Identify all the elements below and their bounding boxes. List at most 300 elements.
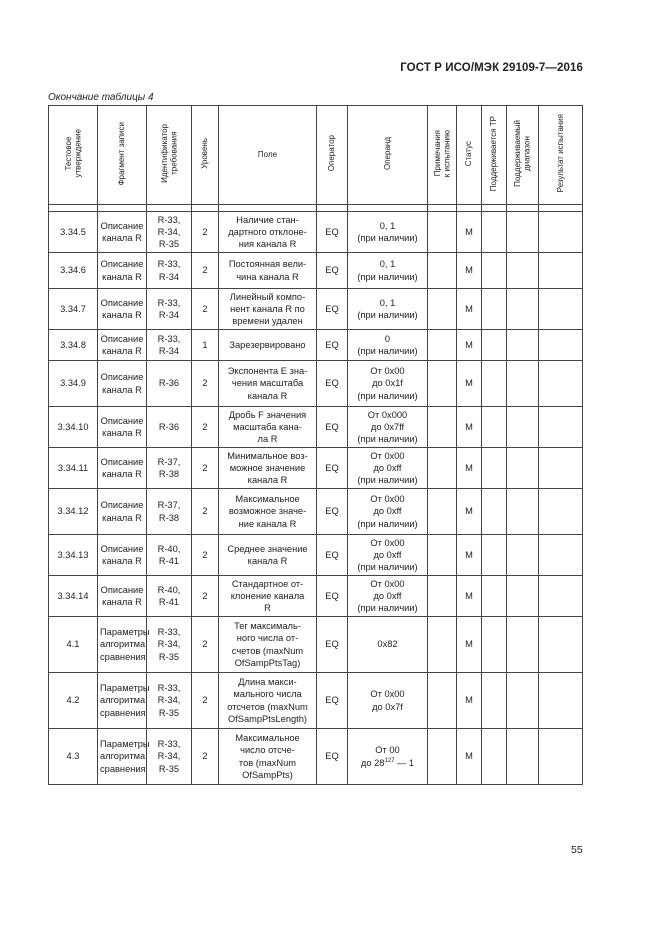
cell-test-notes bbox=[428, 448, 457, 489]
cell-requirement-id-line: R-38 bbox=[158, 469, 180, 479]
cell-requirement-id-line: R-37, bbox=[157, 456, 181, 467]
cell-operand-line: От 0x00 bbox=[370, 450, 405, 461]
cell-supported-tp bbox=[482, 448, 507, 489]
cell-level-line: 2 bbox=[202, 590, 208, 601]
cell-supported-range bbox=[507, 407, 539, 448]
cell-test-statement-line: 3.34.7 bbox=[60, 303, 86, 314]
cell-status bbox=[457, 448, 482, 489]
cell-operator-line: EQ bbox=[325, 421, 339, 432]
cell-test-result bbox=[539, 489, 583, 535]
cell-requirement-id-line: R-34, bbox=[157, 751, 181, 762]
cell-record-fragment bbox=[98, 729, 150, 785]
cell-field bbox=[219, 330, 317, 361]
cell-record-fragment-line: канала R bbox=[102, 271, 142, 282]
cell-operator-line: EQ bbox=[325, 751, 339, 762]
cell-field bbox=[219, 617, 317, 673]
cell-operator bbox=[317, 448, 348, 489]
cell-requirement-id-line: R-35 bbox=[158, 651, 180, 662]
cell-field-line: можное значение bbox=[229, 462, 306, 473]
col-header-test-statement bbox=[49, 106, 98, 205]
cell-test-notes bbox=[428, 330, 457, 361]
col-header-label: Поддерживаемый диапазон bbox=[513, 119, 532, 187]
cell-level bbox=[192, 489, 219, 535]
cell-test-result bbox=[539, 617, 583, 673]
cell-operand-line: 0, 1 bbox=[379, 297, 396, 308]
cell-requirement-id-line: R-36 bbox=[158, 421, 180, 432]
cell-status bbox=[457, 212, 482, 253]
cell-status-line: M bbox=[465, 339, 473, 350]
cell-test-notes bbox=[428, 617, 457, 673]
cell-operand bbox=[348, 253, 428, 289]
cell-record-fragment-line: канала R bbox=[102, 384, 142, 395]
operand-base: до 28 bbox=[360, 757, 385, 768]
cell-operator-line: EQ bbox=[325, 378, 339, 389]
cell-record-fragment bbox=[98, 253, 147, 289]
cell-field-line: времени удален bbox=[232, 316, 303, 327]
cell-record-fragment-line: Описание bbox=[100, 456, 144, 467]
cell-requirement-id-line: R-33, bbox=[157, 627, 181, 638]
cell-record-fragment bbox=[98, 407, 147, 448]
cell-test-notes bbox=[428, 729, 457, 785]
cell-supported-range bbox=[507, 535, 539, 576]
requirements-table bbox=[48, 105, 583, 785]
cell-field-line: Минимальное воз- bbox=[227, 450, 308, 461]
cell-test-statement-line: 4.1 bbox=[66, 639, 80, 650]
cell-test-statement bbox=[49, 289, 98, 330]
cell-status-line: M bbox=[465, 265, 473, 276]
cell-field-line: ние канала R bbox=[238, 518, 297, 529]
cell-record-fragment-line: Описание bbox=[100, 372, 144, 383]
cell-record-fragment-line: сравнения bbox=[100, 763, 146, 774]
cell-test-notes bbox=[428, 407, 457, 448]
col-header-operator bbox=[317, 106, 348, 205]
cell-requirement-id-line: R-34 bbox=[158, 271, 180, 282]
cell-field-line: Зарезервировано bbox=[229, 339, 306, 350]
table-row bbox=[49, 361, 583, 407]
cell-field-line: Дробь F значения bbox=[228, 409, 307, 420]
cell-field-line: мального числа bbox=[233, 689, 302, 700]
cell-record-fragment-line: Параметры bbox=[100, 627, 150, 638]
cell-record-fragment bbox=[98, 617, 150, 673]
cell-supported-range bbox=[507, 289, 539, 330]
col-header-level bbox=[192, 106, 219, 205]
cell-operator bbox=[317, 212, 348, 253]
cell-operator bbox=[317, 673, 348, 729]
cell-operand-line: От 0x000 bbox=[367, 409, 408, 420]
cell-record-fragment-line: канала R bbox=[102, 346, 142, 356]
cell-supported-tp bbox=[482, 617, 507, 673]
cell-field-line: ния канала R bbox=[238, 239, 297, 250]
cell-level bbox=[192, 535, 219, 576]
col-header-label: Поле bbox=[257, 150, 278, 160]
table-row bbox=[49, 673, 583, 729]
cell-record-fragment-line: сравнения bbox=[100, 707, 146, 718]
cell-test-statement-line: 4.2 bbox=[66, 695, 80, 706]
cell-supported-range bbox=[507, 361, 539, 407]
cell-record-fragment-line: Описание bbox=[100, 333, 144, 344]
cell-operator-line: EQ bbox=[325, 226, 339, 237]
cell-level-line: 2 bbox=[202, 639, 208, 650]
cell-operator bbox=[317, 535, 348, 576]
operand-tail: — 1 bbox=[394, 757, 415, 768]
col-header-test-result bbox=[539, 106, 583, 205]
cell-field-line: дартного отклоне- bbox=[228, 226, 307, 237]
cell-record-fragment-line: Описание bbox=[100, 297, 144, 308]
cell-field bbox=[219, 576, 317, 617]
cell-status bbox=[457, 489, 482, 535]
cell-field-line: OfSampPtsLength) bbox=[227, 713, 308, 724]
col-header-label: Результат испытания bbox=[555, 114, 565, 193]
cell-requirement-id bbox=[147, 448, 192, 489]
cell-supported-range bbox=[507, 253, 539, 289]
cell-status-line: M bbox=[465, 695, 473, 706]
cell-status bbox=[457, 407, 482, 448]
cell-field-line: Максимальное bbox=[235, 494, 300, 505]
cell-record-fragment-line: канала R bbox=[102, 310, 142, 320]
cell-record-fragment-line: канала R bbox=[102, 233, 142, 243]
cell-requirement-id bbox=[147, 535, 192, 576]
cell-level-line: 2 bbox=[202, 549, 208, 560]
cell-test-statement bbox=[49, 212, 98, 253]
cell-requirement-id-line: R-37, bbox=[157, 500, 181, 511]
cell-test-statement-line: 3.34.14 bbox=[57, 590, 89, 601]
cell-operator-line: EQ bbox=[325, 549, 339, 560]
cell-field-line: Тег максималь- bbox=[234, 621, 301, 632]
cell-test-result bbox=[539, 330, 583, 361]
cell-operand-line: (при наличии) bbox=[357, 346, 418, 356]
cell-requirement-id-line: R-40, bbox=[157, 543, 181, 554]
cell-field-line: канала R bbox=[247, 475, 288, 486]
cell-operand bbox=[348, 407, 428, 448]
cell-field-line: Наличие стан- bbox=[236, 214, 299, 225]
cell-level-line: 2 bbox=[202, 226, 208, 237]
table-header bbox=[49, 106, 583, 205]
cell-record-fragment-line: Описание bbox=[100, 415, 144, 426]
cell-field-line: счетов (maxNum bbox=[231, 645, 304, 656]
cell-test-notes bbox=[428, 535, 457, 576]
col-header-record-fragment bbox=[98, 106, 147, 205]
cell-field-line: число отсче- bbox=[240, 745, 295, 756]
cell-status bbox=[457, 617, 482, 673]
cell-level-line: 2 bbox=[202, 751, 208, 762]
cell-operand-line: до 0x7ff bbox=[370, 421, 405, 432]
cell-supported-range bbox=[507, 489, 539, 535]
cell-requirement-id-line: R-33, bbox=[157, 259, 181, 270]
cell-status bbox=[457, 330, 482, 361]
cell-level bbox=[192, 448, 219, 489]
col-header-test-notes bbox=[428, 106, 457, 205]
cell-test-result bbox=[539, 448, 583, 489]
cell-field-line: Стандартное от- bbox=[231, 578, 304, 589]
cell-operator bbox=[317, 289, 348, 330]
cell-level bbox=[192, 361, 219, 407]
col-header-label: Операнд bbox=[382, 136, 392, 170]
cell-level-line: 2 bbox=[202, 378, 208, 389]
cell-operator-line: EQ bbox=[325, 695, 339, 706]
cell-test-statement bbox=[49, 729, 98, 785]
cell-field-line: ла R bbox=[257, 434, 278, 445]
cell-field-line: OfSampPtsTag) bbox=[234, 657, 301, 668]
cell-operator bbox=[317, 330, 348, 361]
cell-level bbox=[192, 289, 219, 330]
cell-requirement-id bbox=[147, 407, 192, 448]
cell-operand-line: до 0xff bbox=[373, 506, 402, 517]
cell-operand-line: до 0xff bbox=[373, 549, 402, 560]
cell-requirement-id bbox=[147, 729, 192, 785]
cell-field-line: чина канала R bbox=[236, 271, 299, 282]
cell-operand-line: От 0x00 bbox=[370, 494, 405, 505]
col-header-field bbox=[219, 106, 317, 205]
cell-record-fragment bbox=[98, 361, 147, 407]
table-row bbox=[49, 407, 583, 448]
cell-level bbox=[192, 673, 219, 729]
cell-record-fragment bbox=[98, 330, 147, 361]
cell-field-line: Линейный компо- bbox=[229, 291, 306, 302]
cell-test-notes bbox=[428, 489, 457, 535]
cell-supported-tp bbox=[482, 330, 507, 361]
table-row bbox=[49, 253, 583, 289]
cell-level bbox=[192, 617, 219, 673]
cell-requirement-id-line: R-35 bbox=[158, 763, 180, 774]
cell-field-line: канала R bbox=[247, 556, 288, 566]
cell-record-fragment-line: Параметры bbox=[100, 683, 150, 694]
cell-operand bbox=[348, 289, 428, 330]
cell-record-fragment-line: алгоритма bbox=[100, 751, 146, 762]
cell-field-line: Постоянная вели- bbox=[228, 259, 307, 270]
cell-operator bbox=[317, 617, 348, 673]
cell-status-line: M bbox=[465, 378, 473, 389]
cell-supported-tp bbox=[482, 535, 507, 576]
cell-supported-tp bbox=[482, 289, 507, 330]
cell-test-statement-line: 3.34.10 bbox=[57, 421, 89, 432]
col-header-label: Оператор bbox=[327, 135, 337, 172]
cell-level bbox=[192, 729, 219, 785]
cell-field-line: канала R bbox=[247, 390, 288, 401]
document-code: ГОСТ Р ИСО/МЭК 29109-7—2016 bbox=[400, 62, 583, 74]
cell-supported-range bbox=[507, 617, 539, 673]
cell-operand-line: (при наличии) bbox=[357, 310, 418, 320]
cell-supported-range bbox=[507, 576, 539, 617]
cell-test-statement-line: 3.34.8 bbox=[60, 339, 86, 350]
cell-test-statement-line: 3.34.6 bbox=[60, 265, 86, 276]
cell-requirement-id-line: R-33, bbox=[157, 214, 181, 225]
cell-operator bbox=[317, 489, 348, 535]
cell-field-line: клонение канала bbox=[230, 590, 305, 601]
cell-record-fragment bbox=[98, 535, 147, 576]
cell-operator bbox=[317, 407, 348, 448]
col-header-label: Поддерживается ТР bbox=[489, 115, 499, 192]
cell-status bbox=[457, 253, 482, 289]
cell-level-line: 1 bbox=[202, 339, 208, 350]
table-row bbox=[49, 330, 583, 361]
cell-supported-range bbox=[507, 448, 539, 489]
cell-operand-line: до 0x7f bbox=[372, 701, 403, 712]
cell-field-line: чения масштаба bbox=[231, 378, 304, 389]
cell-requirement-id-line: R-33, bbox=[157, 333, 181, 344]
cell-operand-line bbox=[350, 757, 425, 769]
cell-requirement-id-line: R-40, bbox=[157, 584, 181, 595]
cell-field bbox=[219, 212, 317, 253]
col-header-label: Уровень bbox=[200, 137, 210, 169]
cell-operand bbox=[348, 729, 428, 785]
cell-status-line: M bbox=[465, 303, 473, 314]
cell-operand bbox=[348, 617, 428, 673]
cell-field bbox=[219, 253, 317, 289]
cell-test-statement bbox=[49, 673, 98, 729]
table-row bbox=[49, 289, 583, 330]
cell-field-line: отсчетов (maxNum bbox=[227, 701, 308, 712]
cell-record-fragment-line: Параметры bbox=[100, 739, 150, 750]
cell-requirement-id bbox=[147, 330, 192, 361]
cell-operand bbox=[348, 330, 428, 361]
cell-test-statement bbox=[49, 448, 98, 489]
cell-field-line: Экспонента E зна- bbox=[227, 366, 308, 377]
cell-test-result bbox=[539, 407, 583, 448]
cell-operator bbox=[317, 576, 348, 617]
cell-requirement-id-line: R-38 bbox=[158, 512, 180, 523]
cell-test-result bbox=[539, 212, 583, 253]
table-body bbox=[49, 205, 583, 785]
cell-field-line: Среднее значение bbox=[227, 543, 308, 554]
cell-status bbox=[457, 576, 482, 617]
cell-field-line: тов (maxNum bbox=[238, 757, 297, 768]
cell-requirement-id bbox=[147, 673, 192, 729]
cell-operand-line: 0x82 bbox=[377, 639, 398, 650]
cell-status-line: M bbox=[465, 639, 473, 650]
cell-test-statement-line: 4.3 bbox=[66, 751, 80, 762]
cell-status-line: M bbox=[465, 421, 473, 432]
cell-requirement-id-line: R-34, bbox=[157, 695, 181, 706]
cell-supported-tp bbox=[482, 253, 507, 289]
cell-operand-line: до 0xff bbox=[373, 590, 402, 601]
table-row bbox=[49, 576, 583, 617]
cell-test-result bbox=[539, 673, 583, 729]
cell-record-fragment bbox=[98, 289, 147, 330]
cell-record-fragment-line: Описание bbox=[100, 500, 144, 511]
cell-requirement-id-line: R-33, bbox=[157, 683, 181, 694]
cell-field-line: нент канала R по bbox=[230, 303, 305, 314]
cell-supported-tp bbox=[482, 673, 507, 729]
cell-operand-line: (при наличии) bbox=[357, 434, 418, 445]
cell-level-line: 2 bbox=[202, 462, 208, 473]
col-header-supported-tp bbox=[482, 106, 507, 205]
cell-requirement-id bbox=[147, 576, 192, 617]
cell-operand-line: (при наличии) bbox=[357, 518, 418, 529]
cell-status bbox=[457, 673, 482, 729]
cell-operand bbox=[348, 448, 428, 489]
cell-supported-tp bbox=[482, 212, 507, 253]
table-row bbox=[49, 489, 583, 535]
cell-supported-range bbox=[507, 212, 539, 253]
cell-record-fragment-line: сравнения bbox=[100, 651, 146, 662]
cell-test-statement bbox=[49, 535, 98, 576]
cell-field-line: масштаба кана- bbox=[233, 421, 302, 432]
cell-record-fragment-line: Описание bbox=[100, 543, 144, 554]
cell-requirement-id bbox=[147, 253, 192, 289]
cell-record-fragment-line: Описание bbox=[100, 584, 144, 595]
cell-supported-tp bbox=[482, 729, 507, 785]
col-header-operand bbox=[348, 106, 428, 205]
cell-record-fragment-line: канала R bbox=[102, 428, 142, 438]
cell-status-line: M bbox=[465, 226, 473, 237]
cell-requirement-id-line: R-41 bbox=[158, 556, 180, 566]
cell-operand-line: (при наличии) bbox=[357, 390, 418, 401]
cell-operand-line: (при наличии) bbox=[357, 233, 418, 243]
cell-operand-line: От 0x00 bbox=[370, 537, 405, 548]
cell-operator-line: EQ bbox=[325, 462, 339, 473]
cell-record-fragment-line: алгоритма bbox=[100, 695, 146, 706]
cell-operand-line: (при наличии) bbox=[357, 562, 418, 573]
cell-supported-tp bbox=[482, 489, 507, 535]
cell-requirement-id bbox=[147, 212, 192, 253]
cell-level-line: 2 bbox=[202, 303, 208, 314]
cell-operand bbox=[348, 361, 428, 407]
cell-record-fragment-line: алгоритма bbox=[100, 639, 146, 650]
cell-test-notes bbox=[428, 576, 457, 617]
cell-operand-line: до 0xff bbox=[373, 462, 402, 473]
cell-operand bbox=[348, 673, 428, 729]
cell-status-line: M bbox=[465, 462, 473, 473]
cell-requirement-id-line: R-34 bbox=[158, 310, 180, 320]
cell-test-statement bbox=[49, 576, 98, 617]
cell-level bbox=[192, 576, 219, 617]
cell-operator-line: EQ bbox=[325, 639, 339, 650]
cell-status bbox=[457, 361, 482, 407]
cell-operator bbox=[317, 729, 348, 785]
cell-test-statement bbox=[49, 361, 98, 407]
col-header-supported-range bbox=[507, 106, 539, 205]
cell-record-fragment bbox=[98, 576, 147, 617]
cell-record-fragment bbox=[98, 489, 147, 535]
cell-test-statement bbox=[49, 253, 98, 289]
cell-requirement-id bbox=[147, 617, 192, 673]
cell-field bbox=[219, 535, 317, 576]
cell-operand-line: до 0x1f bbox=[372, 378, 403, 389]
cell-requirement-id-line: R-33, bbox=[157, 297, 181, 308]
cell-test-notes bbox=[428, 253, 457, 289]
cell-operand-line: От 0x00 bbox=[370, 366, 405, 377]
cell-test-statement-line: 3.34.13 bbox=[57, 549, 89, 560]
cell-record-fragment bbox=[98, 212, 147, 253]
cell-test-result bbox=[539, 535, 583, 576]
cell-requirement-id bbox=[147, 289, 192, 330]
header-separator-row bbox=[49, 205, 583, 212]
cell-level-line: 2 bbox=[202, 695, 208, 706]
cell-record-fragment-line: канала R bbox=[102, 556, 142, 566]
cell-status-line: M bbox=[465, 590, 473, 601]
cell-level bbox=[192, 407, 219, 448]
cell-operand-line: 0, 1 bbox=[379, 259, 396, 270]
cell-record-fragment-line: канала R bbox=[102, 512, 142, 523]
cell-field bbox=[219, 361, 317, 407]
cell-field bbox=[219, 729, 317, 785]
cell-operand-line: От 0x00 bbox=[370, 689, 405, 700]
cell-test-result bbox=[539, 253, 583, 289]
cell-status bbox=[457, 289, 482, 330]
table-row bbox=[49, 212, 583, 253]
cell-level-line: 2 bbox=[202, 421, 208, 432]
cell-requirement-id-line: R-36 bbox=[158, 378, 180, 389]
cell-requirement-id bbox=[147, 489, 192, 535]
cell-operand-line: (при наличии) bbox=[357, 603, 418, 614]
cell-operand bbox=[348, 212, 428, 253]
col-header-label: Идентификатор требования bbox=[159, 123, 178, 183]
cell-supported-range bbox=[507, 330, 539, 361]
cell-supported-tp bbox=[482, 407, 507, 448]
cell-level bbox=[192, 330, 219, 361]
cell-field-line: возможное значе- bbox=[228, 506, 307, 517]
cell-test-statement bbox=[49, 407, 98, 448]
